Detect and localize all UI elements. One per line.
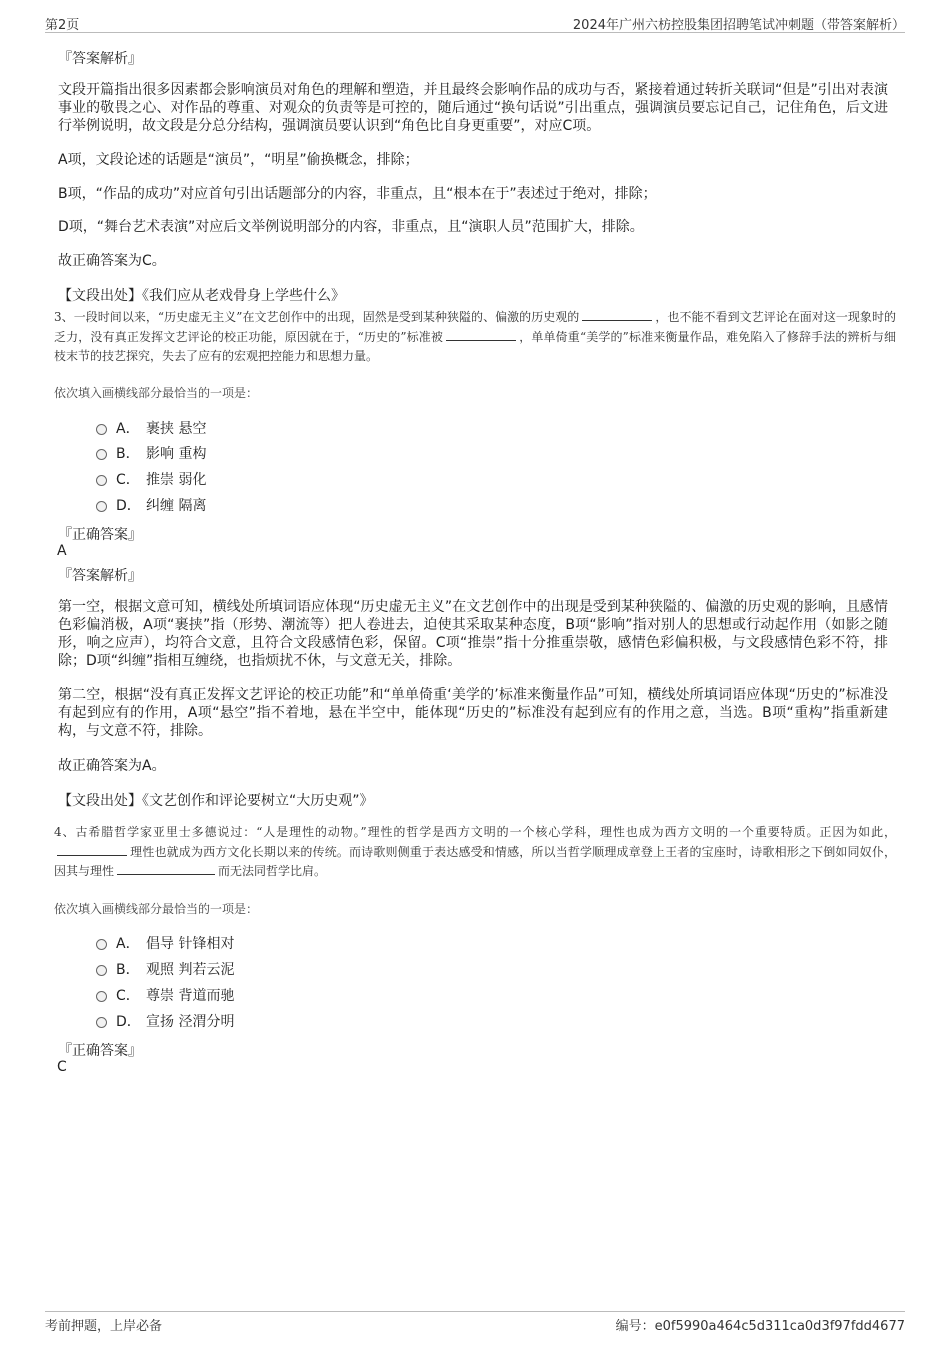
page-footer xyxy=(45,1311,905,1334)
option-text: 观照 判若云泥 xyxy=(146,962,235,978)
option-text: 纠缠 隔离 xyxy=(146,498,207,514)
option-text: 尊崇 背道而驰 xyxy=(146,988,235,1004)
q3-stem xyxy=(54,308,896,367)
option-text: 推崇 弱化 xyxy=(146,472,207,488)
option-letter: B． xyxy=(116,446,140,462)
q4-option-d[interactable] xyxy=(96,1011,234,1031)
page-number: 第2页 xyxy=(45,18,80,33)
q4-prompt: 依次填入画横线部分最恰当的一项是： xyxy=(54,902,259,916)
option-text: 宣扬 泾渭分明 xyxy=(146,1014,235,1030)
q3-analysis-paragraph: 第一空，根据文意可知，横线处所填词语应体现“历史虚无主义”在文艺创作中的出现是受到某种狭隘的、偏激的历史观的影响，且感情色彩偏消极，A项“裹挟”指（形势、潮流等）把人卷进去，迫使其采取某种态度，B项“影响”指对别人的思想或行动起作用（如影之随形，响之应声），均符合文意，且符合文段感情色彩，保留。C项“推崇”指十分推重崇敬，感情色彩偏积极，与文段感情色彩不符，排除；D项“纠缠”指相互缠绕，也指烦扰不休，与文意无关，排除。 xyxy=(58,599,888,669)
q4-option-b[interactable] xyxy=(96,959,234,979)
q2-analysis-paragraph: 文段开篇指出很多因素都会影响演员对角色的理解和塑造，并且最终会影响作品的成功与否，紧接着通过转折关联词“但是”引出对表演事业的敬畏之心、对作品的尊重、对观众的负责等是可控的，随后通过“换句话说”引出重点，强调演员要忘记自己，记住角色，后文进行举例说明，故文段是分总分结构，强调演员要认识到“角色比自身更重要”，对应C项。 xyxy=(58,82,888,134)
q3-source: 【文段出处】《文艺创作和评论要树立“大历史观”》 xyxy=(58,793,374,809)
footer-slogan: 考前押题，上岸必备 xyxy=(45,1319,163,1334)
radio-icon[interactable] xyxy=(96,1017,107,1028)
q4-correct-label: 『正确答案』 xyxy=(58,1043,142,1059)
q4-stem-part: 4、古希腊哲学家亚里士多德说过：“人是理性的动物。”理性的哲学是西方文明的一个核心学科，理性也成为西方文明的一个重要特质。正因为如此， xyxy=(54,825,896,839)
q2-analysis-paragraph: B项，“作品的成功”对应首句引出话题部分的内容，非重点，且“根本在于”表述过于绝对，排除； xyxy=(58,186,657,202)
q3-blank-2 xyxy=(446,328,516,341)
radio-icon[interactable] xyxy=(96,424,107,435)
q3-option-d[interactable] xyxy=(96,495,206,515)
radio-icon[interactable] xyxy=(96,501,107,512)
q3-analysis-paragraph: 第二空，根据“没有真正发挥文艺评论的校正功能”和“单单倚重‘美学的’标准来衡量作品”可知，横线处所填词语应体现“历史的”标准没有起到应有的作用，A项“悬空”指不着地，悬在半空中，能体现“历史的”标准没有起到应有的作用之意，当选。B项“重构”指重新建构，与文意不符，排除。 xyxy=(58,687,888,739)
q3-analysis-conclusion: 故正确答案为A。 xyxy=(58,758,166,774)
option-text: 影响 重构 xyxy=(146,446,207,462)
radio-icon[interactable] xyxy=(96,965,107,976)
q4-blank-1 xyxy=(57,843,127,856)
option-letter: C． xyxy=(116,472,140,488)
document-id: 编号：e0f5990a464c5d311ca0d3f97fdd4677 xyxy=(615,1319,905,1334)
q3-option-b[interactable] xyxy=(96,443,206,463)
q3-correct-answer: A xyxy=(57,543,67,559)
q4-correct-answer: C xyxy=(57,1059,67,1075)
q3-option-c[interactable] xyxy=(96,469,206,489)
radio-icon[interactable] xyxy=(96,939,107,950)
option-letter: A． xyxy=(116,936,140,952)
option-text: 倡导 针锋相对 xyxy=(146,936,235,952)
q4-option-a[interactable] xyxy=(96,933,234,953)
q4-stem-part: 而无法同哲学比肩。 xyxy=(218,864,327,878)
q3-blank-1 xyxy=(582,308,652,321)
q2-source: 【文段出处】《我们应从老戏骨身上学些什么》 xyxy=(58,288,345,304)
q3-option-a[interactable] xyxy=(96,418,206,438)
radio-icon[interactable] xyxy=(96,449,107,460)
option-letter: B． xyxy=(116,962,140,978)
page-header xyxy=(45,12,905,33)
option-letter: D． xyxy=(116,1014,141,1030)
q3-analysis-label: 『答案解析』 xyxy=(58,568,142,584)
q4-option-c[interactable] xyxy=(96,985,234,1005)
q3-stem-part: 3、一段时间以来，“历史虚无主义”在文艺创作中的出现，固然是受到某种狭隘的、偏激的历史观的 xyxy=(54,310,580,324)
q4-stem-part: 理性也就成为西方文化长期以来的传统。而诗歌则侧重于表达感受和情感，所以当哲学顺理成章登上王者的宝座时，诗歌相形之下倒如同奴仆，因其与理性 xyxy=(54,844,896,878)
document-title: 2024年广州六枋控股集团招聘笔试冲刺题（带答案解析） xyxy=(572,18,905,33)
q3-correct-label: 『正确答案』 xyxy=(58,527,142,543)
option-letter: A． xyxy=(116,421,140,437)
q3-stem-part: ，单单倚重“美学的”标准来衡量作品，难免陷入了修辞手法的辨析与细枝末节的技艺探究，失去了应有的宏观把控能力和思想力量。 xyxy=(54,329,896,363)
q2-analysis-label: 『答案解析』 xyxy=(58,51,142,67)
option-letter: C． xyxy=(116,988,140,1004)
q4-blank-2 xyxy=(117,862,215,875)
radio-icon[interactable] xyxy=(96,991,107,1002)
radio-icon[interactable] xyxy=(96,475,107,486)
q3-prompt: 依次填入画横线部分最恰当的一项是： xyxy=(54,386,259,400)
q4-stem xyxy=(54,823,896,882)
q3-stem-part: ，也不能不看到文艺评论在面对这一现象时的乏力，没有真正发挥文艺评论的校正功能，原因就在于，“历史的”标准被 xyxy=(54,310,896,344)
option-text: 裹挟 悬空 xyxy=(146,421,207,437)
q2-analysis-paragraph: A项，文段论述的话题是“演员”，“明星”偷换概念，排除； xyxy=(58,152,419,168)
q2-analysis-conclusion: 故正确答案为C。 xyxy=(58,253,166,269)
option-letter: D． xyxy=(116,498,141,514)
q2-analysis-paragraph: D项，“舞台艺术表演”对应后文举例说明部分的内容，非重点，且“演职人员”范围扩大，排除。 xyxy=(58,219,644,235)
